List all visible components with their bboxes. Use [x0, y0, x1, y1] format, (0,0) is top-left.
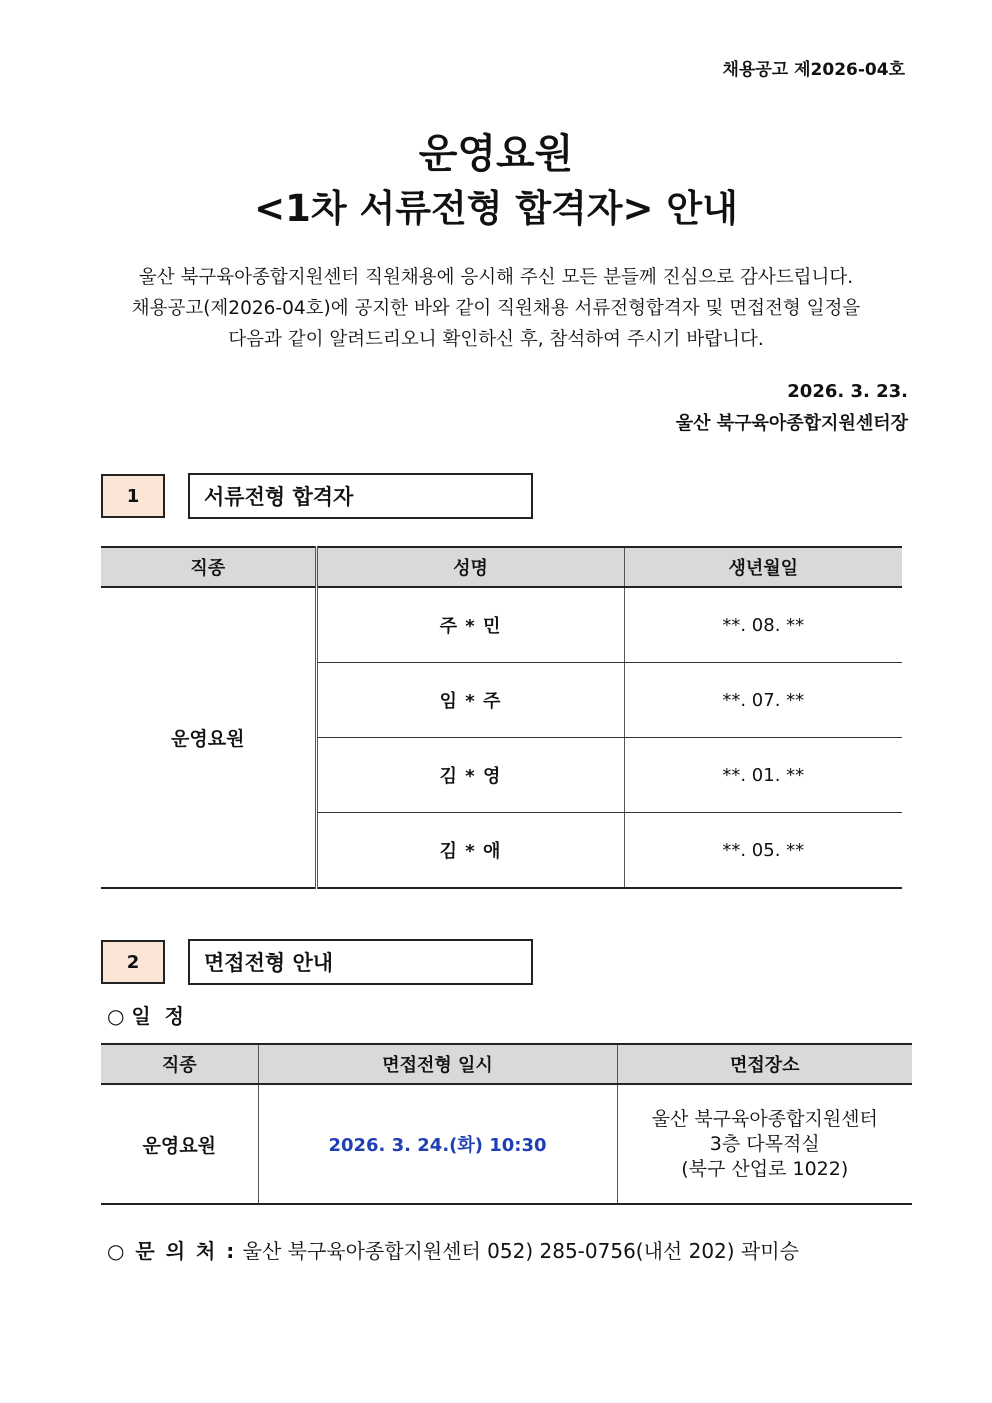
table-row	[101, 587, 902, 663]
applicant-birth: **. 07. **	[624, 663, 902, 738]
venue-line: 울산 북구육아종합지원센터	[651, 1107, 878, 1130]
applicant-name: 김 * 애	[316, 813, 624, 889]
section-title-2: 면접전형 안내	[188, 939, 533, 985]
header-job: 직종	[101, 547, 316, 587]
issuer-name: 울산 북구육아종합지원센터장	[675, 413, 908, 434]
header-job: 직종	[101, 1044, 258, 1084]
applicant-name: 주 * 민	[316, 587, 624, 663]
applicant-birth: **. 01. **	[624, 738, 902, 813]
section-number-2: 2	[101, 940, 165, 984]
applicant-name: 임 * 주	[316, 663, 624, 738]
section-number-1: 1	[101, 474, 165, 518]
notice-number: 채용공고 제2026-04호	[722, 60, 905, 80]
job-cell: 운영요원	[101, 587, 316, 888]
header-birth: 생년월일	[624, 547, 902, 587]
intro-line: 울산 북구육아종합지원센터 직원채용에 응시해 주신 모든 분들께 진심으로 감사드립니다.	[138, 267, 854, 288]
venue-line: (북구 산업로 1022)	[681, 1157, 849, 1180]
intro-line: 다음과 같이 알려드리오니 확인하신 후, 참석하여 주시기 바랍니다.	[228, 329, 764, 350]
intro-paragraph	[0, 262, 992, 355]
table-row	[101, 1084, 912, 1204]
header-venue: 면접장소	[617, 1044, 912, 1084]
section-title-1: 서류전형 합격자	[188, 473, 533, 519]
pass-table	[101, 546, 902, 889]
table-header-row	[101, 547, 902, 587]
intro-line: 채용공고(제2026-04호)에 공지한 바와 같이 직원채용 서류전형합격자 및 면접전형 일정을	[131, 298, 861, 319]
applicant-name: 김 * 영	[316, 738, 624, 813]
applicant-birth: **. 08. **	[624, 587, 902, 663]
schedule-label: ○ 일 정	[107, 1004, 184, 1028]
interview-table	[101, 1043, 912, 1205]
venue-line: 3층 다목적실	[709, 1132, 820, 1155]
applicant-birth: **. 05. **	[722, 839, 805, 861]
page-subtitle: <1차 서류전형 합격자> 안내	[254, 187, 738, 230]
header-name: 성명	[316, 547, 624, 587]
page-title: 운영요원	[418, 131, 574, 177]
notice-date: 2026. 3. 23.	[787, 381, 908, 402]
contact-info	[107, 1235, 799, 1264]
contact-label: ○ 문 의 처 :	[107, 1239, 237, 1263]
contact-text: 울산 북구육아종합지원센터 052) 285-0756(내선 202) 곽미승	[242, 1239, 799, 1263]
header-datetime: 면접전형 일시	[258, 1044, 617, 1084]
interview-datetime: 2026. 3. 24.(화) 10:30	[258, 1084, 617, 1204]
interview-job: 운영요원	[101, 1084, 258, 1204]
interview-venue	[617, 1084, 912, 1204]
table-header-row	[101, 1044, 912, 1084]
